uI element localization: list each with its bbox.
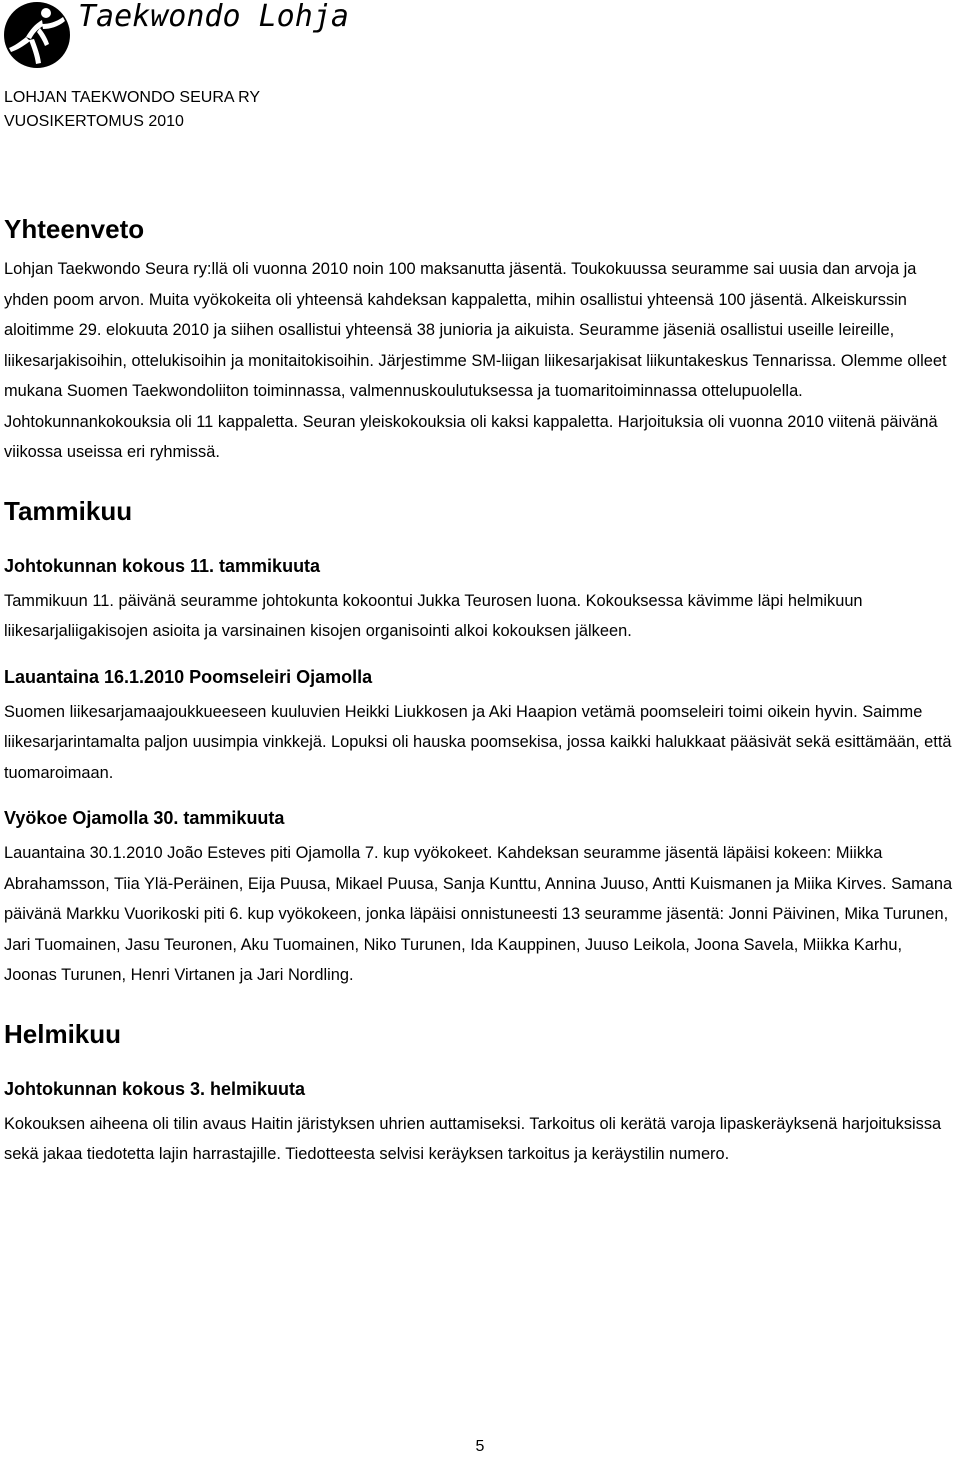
- section-title-tammikuu: Tammikuu: [4, 495, 133, 526]
- page-number: 5: [475, 1438, 485, 1455]
- event-paragraph: Lauantaina 30.1.2010 João Esteves piti Ojamolla 7. kup vyökokeet. Kahdeksan seuramme jäsentä läpäisi kokeen: Miikka Abrahamsson, Tiia Ylä-Peräinen, Eija Puusa, Mikael Puusa, Sanja Kunttu, Annina Juuso, Antti Kuismanen ja Miika Kirves. Samana päivänä Markku Vuorikoski piti 6. kup vyökokeen, jonka läpäisi onnistuneesti 13 seuramme jäsentä: Jonni Päivinen, Mika Turunen, Jari Tuomainen, Jasu Teuronen, Aku Tuomainen, Niko Turunen, Ida Kauppinen, Juuso Leikola, Joona Savela, Miikka Karhu, Joonas Turunen, Henri Virtanen ja Jari Nordling.: [4, 844, 953, 984]
- logo-wordmark: Taekwondo Lohja: [78, 0, 349, 34]
- summary-paragraph: Lohjan Taekwondo Seura ry:llä oli vuonna 2010 noin 100 maksanutta jäsentä. Toukokuussa seuramme sai uusia dan arvoja ja yhden poom arvon. Muita vyökokeita oli yhteensä kahdeksan kappaletta, mihin osallistui yhteensä 100 jäsentä. Alkeiskurssin aloitimme 29. elokuuta 2010 ja siihen osallistui yhteensä 38 junioria ja aikuista. Seuramme jäseniä osallistui useille leireille, liikesarjakisoihin, ottelukisoihin ja monitaitokisoihin. Järjestimme SM-liigan liikesarjakisat liikuntakeskus Tennarissa. Olemme olleet mukana Suomen Taekwondoliiton toiminnassa, valmennuskoulutuksessa ja tuomaritoiminnassa ottelupuolella. Johtokunnankokouksia oli 11 kappaletta. Seuran yleiskokouksia oli kaksi kappaletta. Harjoituksia oli vuonna 2010 viitenä päivänä viikossa useissa eri ryhmissä.: [4, 260, 947, 461]
- taekwondo-kicker-logo-icon: [2, 0, 72, 70]
- section-title-helmikuu: Helmikuu: [4, 1018, 122, 1049]
- organization-name: LOHJAN TAEKWONDO SEURA RY: [4, 89, 261, 106]
- event-heading: Johtokunnan kokous 3. helmikuuta: [4, 1078, 306, 1099]
- header-logo: [0, 0, 400, 70]
- event-paragraph: Suomen liikesarjamaajoukkueeseen kuuluvien Heikki Liukkosen ja Aki Haapion vetämä poomseleiri toimi oikein hyvin. Saimme liikesarjarintamalta paljon uusimpia vinkkejä. Lopuksi oli hauska poomsekisa, jossa kaikki halukkaat pääsivät sekä esittämään, että tuomaroimaan.: [4, 702, 952, 782]
- document-title: VUOSIKERTOMUS 2010: [4, 113, 184, 130]
- event-heading: Lauantaina 16.1.2010 Poomseleiri Ojamolla: [4, 666, 373, 687]
- document-header: [4, 86, 260, 134]
- event-heading: Johtokunnan kokous 11. tammikuuta: [4, 555, 321, 576]
- event-paragraph: Tammikuun 11. päivänä seuramme johtokunta kokoontui Jukka Teurosen luona. Kokouksessa kävimme läpi helmikuun liikesarjaliigakisojen asioita ja varsinainen kisojen organisointi alkoi kokouksen jälkeen.: [4, 591, 863, 640]
- event-heading: Vyökoe Ojamolla 30. tammikuuta: [4, 808, 285, 828]
- section-title-yhteenveto: Yhteenveto: [4, 214, 145, 244]
- document-content: [4, 212, 956, 1170]
- event-paragraph: Kokouksen aiheena oli tilin avaus Haitin järistyksen uhrien auttamiseksi. Tarkoitus oli kerätä varoja lipaskeräyksenä harjoituksissa sekä jakaa tiedotetta lajin harrastajille. Tiedotteesta selvisi keräyksen tarkoitus ja keräystilin numero.: [4, 1114, 942, 1163]
